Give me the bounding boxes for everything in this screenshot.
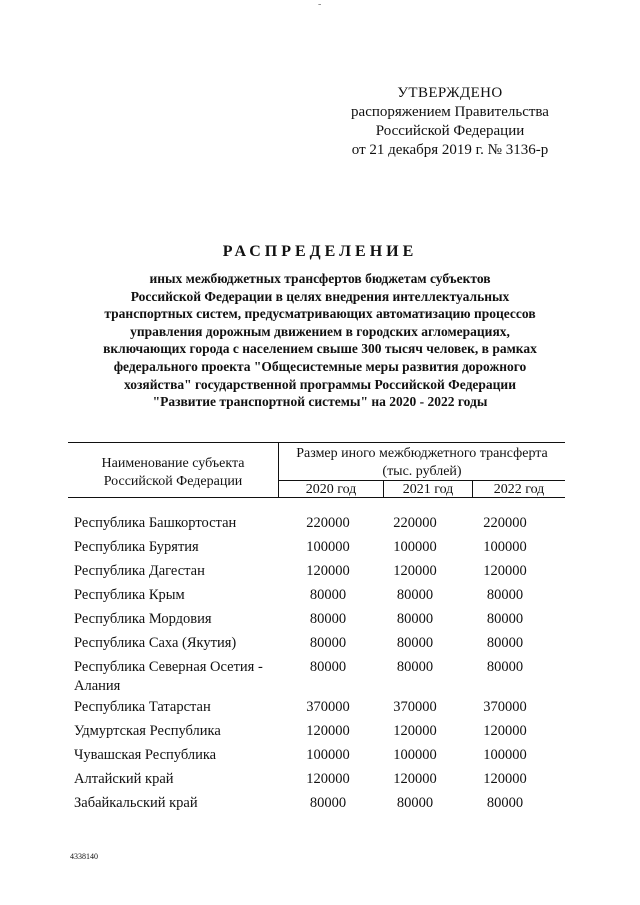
approval-stamp [300, 84, 600, 160]
table-cell-value: 100000 [483, 539, 527, 555]
subtitle-line: федерального проекта "Общесистемные меры развития дорожного [113, 358, 527, 374]
table-row-region-name [74, 538, 289, 557]
document-subtitle [70, 270, 570, 411]
table-cell-value: 220000 [306, 515, 350, 531]
table-row-region-name [74, 658, 289, 696]
table-row-region-name [74, 698, 289, 717]
table-cell-value: 80000 [486, 659, 524, 675]
table-cell-value: 120000 [393, 723, 437, 739]
column-header-year: 2020 год [305, 482, 357, 497]
table-cell-value: 80000 [396, 611, 434, 627]
column-header-year: 2022 год [493, 482, 545, 497]
region-name-line: Чувашская Республика [74, 747, 217, 763]
region-name-line: Республика Татарстан [74, 699, 211, 715]
column-header-year: 2021 год [402, 482, 454, 497]
table-top-rule [68, 442, 565, 443]
table-cell-value: 220000 [393, 515, 437, 531]
table-cell-value: 80000 [396, 635, 434, 651]
region-name-line: Республика Дагестан [74, 563, 205, 579]
table-cell-value: 80000 [486, 587, 524, 603]
subtitle-line: иных межбюджетных трансфертов бюджетам субъектов [149, 271, 491, 286]
region-name-line: Забайкальский край [74, 795, 198, 811]
document-number: 4338140 [70, 852, 98, 861]
region-name-line: Алания [74, 678, 121, 694]
table-cell-value: 80000 [309, 659, 347, 675]
table-cell-value: 100000 [306, 747, 350, 763]
table-cell-value: 100000 [483, 747, 527, 763]
table-row-region-name [74, 562, 289, 581]
table-row-region-name [74, 746, 289, 765]
table-cell-value: 120000 [306, 723, 350, 739]
table-cell-value: 220000 [483, 515, 527, 531]
table-row-region-name [74, 634, 289, 653]
column-header-region [68, 455, 278, 491]
approval-line: Российской Федерации [375, 123, 525, 139]
table-row-region-name [74, 514, 289, 533]
table-cell-value: 120000 [393, 563, 437, 579]
region-name-line: Республика Бурятия [74, 539, 199, 555]
table-cell-value: 80000 [486, 611, 524, 627]
table-cell-value: 80000 [486, 635, 524, 651]
table-row-region-name [74, 770, 289, 789]
table-cell-value: 370000 [306, 699, 350, 715]
table-cell-value: 100000 [393, 747, 437, 763]
table-cell-value: 370000 [483, 699, 527, 715]
region-name-line: Удмуртская Республика [74, 723, 221, 739]
subtitle-line: хозяйства" государственной программы Российской Федерации [124, 376, 516, 392]
subtitle-line: управления дорожным движением в городских агломерациях, [130, 323, 510, 339]
subtitle-line: транспортных систем, предусматривающих автоматизацию процессов [104, 306, 536, 322]
table-cell-value: 370000 [393, 699, 437, 715]
table-cell-value: 120000 [483, 563, 527, 579]
document-title: РАСПРЕДЕЛЕНИЕ [222, 243, 418, 260]
region-name-line: Республика Мордовия [74, 611, 212, 627]
region-name-line: Алтайский край [74, 771, 174, 787]
table-cell-value: 100000 [306, 539, 350, 555]
table-cell-value: 80000 [396, 587, 434, 603]
table-cell-value: 120000 [306, 563, 350, 579]
table-cell-value: 100000 [393, 539, 437, 555]
header-line: Российской Федерации [103, 474, 243, 489]
table-row-region-name [74, 610, 289, 629]
table-cell-value: 120000 [483, 771, 527, 787]
table-cell-value: 80000 [396, 659, 434, 675]
region-name-line: Республика Крым [74, 587, 185, 603]
page-mark: - [318, 0, 322, 10]
subtitle-line: Российской Федерации в целях внедрения интеллектуальных [130, 288, 510, 304]
table-cell-value: 80000 [309, 611, 347, 627]
header-line: Наименование субъекта [101, 456, 245, 471]
region-name-line: Республика Саха (Якутия) [74, 635, 237, 651]
table-cell-value: 120000 [483, 723, 527, 739]
subtitle-line: "Развитие транспортной системы" на 2020 - 2022 годы [152, 394, 488, 410]
table-cell-value: 120000 [306, 771, 350, 787]
column-header-transfer [279, 445, 565, 481]
table-cell-value: 80000 [309, 795, 347, 811]
table-cell-value: 120000 [393, 771, 437, 787]
region-name-line: Республика Северная Осетия - [74, 659, 263, 675]
table-cell-value: 80000 [309, 635, 347, 651]
region-name-line: Республика Башкортостан [74, 515, 237, 531]
table-row-region-name [74, 722, 289, 741]
approval-heading: УТВЕРЖДЕНО [397, 85, 503, 101]
approval-line: от 21 декабря 2019 г. № 3136-р [351, 142, 549, 158]
approval-line: распоряжением Правительства [351, 104, 549, 120]
subtitle-line: включающих города с населением свыше 300 тысяч человек, в рамках [103, 341, 537, 357]
table-row-region-name [74, 586, 289, 605]
header-line: Размер иного межбюджетного трансферта [296, 446, 548, 461]
table-cell-value: 80000 [486, 795, 524, 811]
table-cell-value: 80000 [309, 587, 347, 603]
table-row-region-name [74, 794, 289, 813]
table-cell-value: 80000 [396, 795, 434, 811]
header-line: (тыс. рублей) [382, 464, 462, 479]
